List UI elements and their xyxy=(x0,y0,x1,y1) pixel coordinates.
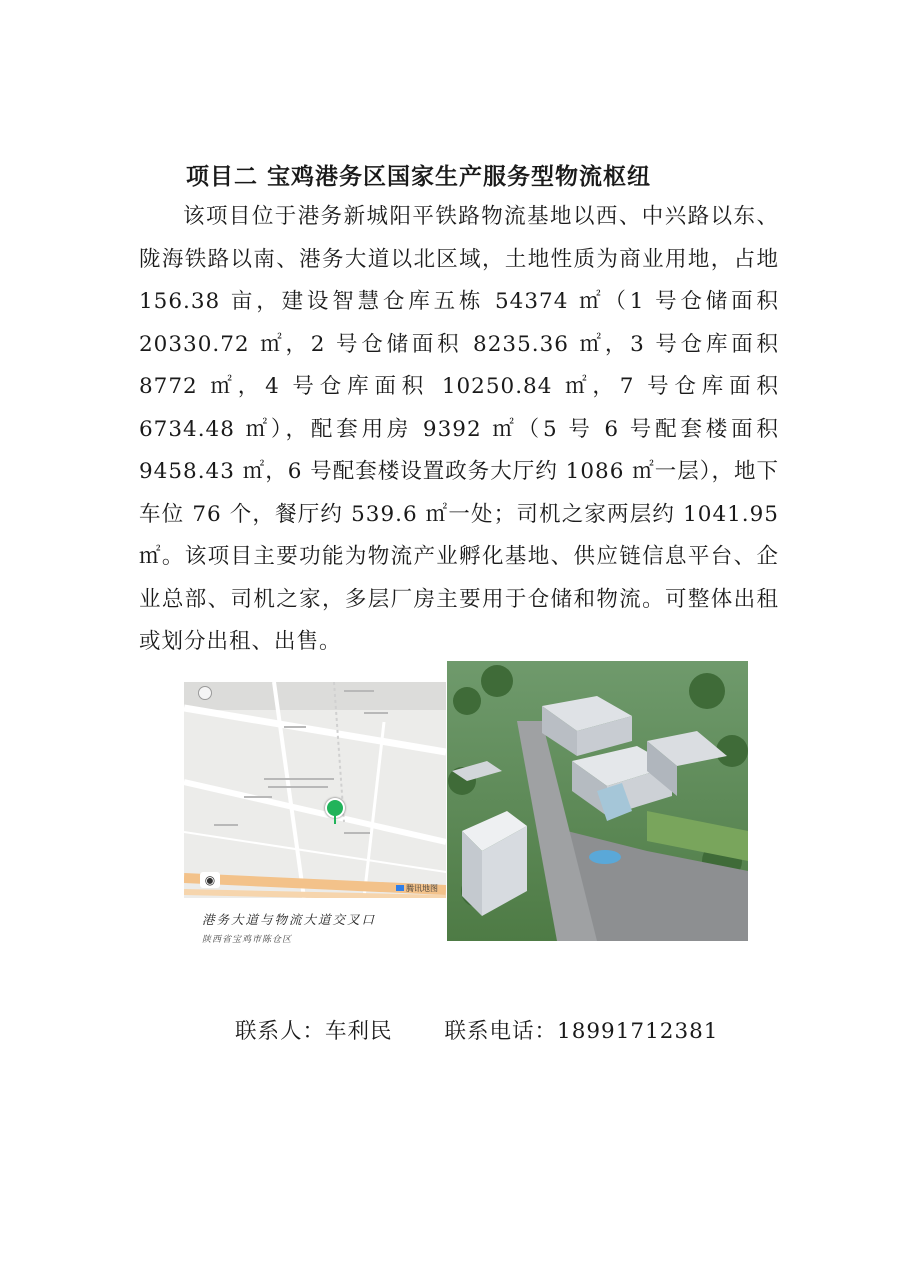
aerial-rendering-image xyxy=(447,661,748,941)
map-subcaption: 陕西省宝鸡市陈仓区 xyxy=(202,935,293,945)
contact-person: 联系人：车利民 xyxy=(235,1019,393,1044)
contact-phone: 联系电话：18991712381 xyxy=(444,1019,719,1044)
location-map[interactable] xyxy=(184,682,446,898)
project-description: 该项目位于港务新城阳平铁路物流基地以西、中兴路以东、陇海铁路以南、港务大道以北区域，土地性质为商业用地，占地 156.38 亩，建设智慧仓库五栋 54374 ㎡（1 号仓储面积 20330.72 ㎡，2 号仓储面积 8235.36 ㎡，3 号仓库面积 8772 ㎡，4 号仓库面积 10250.84 ㎡，7 号仓库面积 6734.48 ㎡），配套用房 9392 ㎡（5 号 6 号配套楼面积 9458.43 ㎡，6 号配套楼设置政务大厅约 1086 ㎡一层），地下车位 76 个，餐厅约 539.6 ㎡一处；司机之家两层约 1041.95 ㎡。该项目主要功能为物流产业孵化基地、供应链信息平台、企业总部、司机之家，多层厂房主要用于仓储和物流。可整体出租或划分出租、出售。 xyxy=(139,204,779,654)
contact-line xyxy=(235,1014,719,1045)
map-caption: 港务大道与物流大道交叉口 xyxy=(202,912,377,927)
map-brand: 腾讯地图 xyxy=(396,883,438,894)
brand-logo-icon xyxy=(396,885,404,891)
locate-icon[interactable]: ◉ xyxy=(200,872,220,888)
layer-icon[interactable] xyxy=(198,686,212,700)
project-title: 项目二 宝鸡港务区国家生产服务型物流枢纽 xyxy=(186,164,652,190)
map-pin-stem xyxy=(334,816,336,824)
map-pin-icon[interactable] xyxy=(325,798,345,818)
